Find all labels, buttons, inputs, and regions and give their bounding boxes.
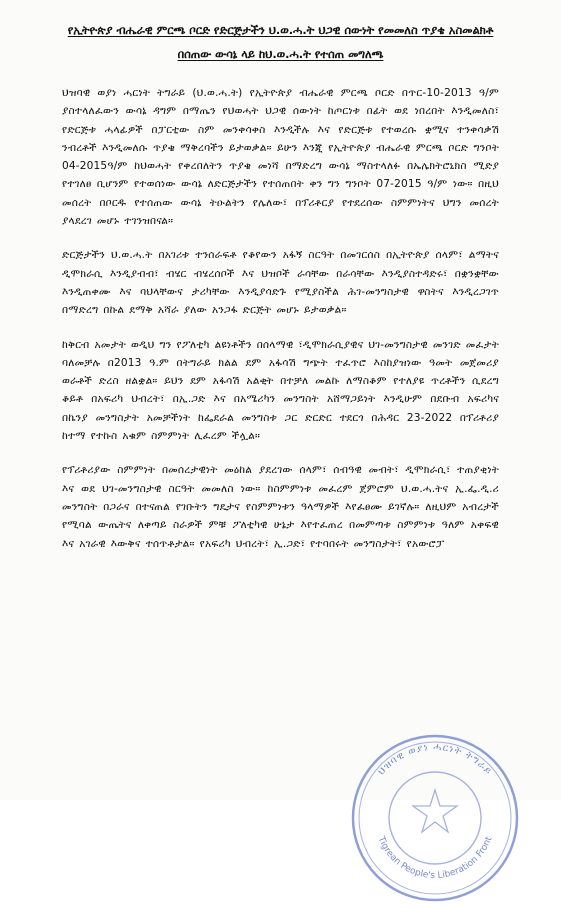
paragraph-3: ከቅርብ አመታት ወዲህ ግን የፖለቲካ ልዩነቶችን በሰላማዊ ፣ዲሞክራሲያዊና ህገ-መንግስታዊ መንገድ መፈታት ባለመቻሉ በ2013 ዓ.ም በትግራይ ክልል ደም አፋሳሽ ግጭት ተፈጥሮ እስከያዝነው ዓመት መጀመሪያ ወራቶች ድረስ ዘልቋል። ይህን ደም አፋሳሽ አልቂት በተቻለ መልኩ ለማስቆም የተለያዩ ጥረቶችን ሲደረግ ቆይቶ በአፍሪካ ህብረት፣ በኢ.ጋድ እና በአሜሪካን መንግስት አሸማጋይነት እንዲሁም በደቡብ አፍሪካና በኬንያ መንግስታት አመቻችነት ከፌደራል መንግስቱ ጋር ድርድር ተደርጎ በሕዳር 23-2022 በፕሪቶሪያ ከተማ የተኩስ አቁም ስምምነት ሊፈረም ችሏል። [62,338,499,443]
seal-star-icon [413,790,457,832]
svg-text:ህዝባዊ ወያነ ሓርነት ትግራይ [376,742,494,778]
seal-inner-text: Tigrean People's Liberation Front [375,835,495,882]
paragraph-4: የፕሪቶሪያው ስምምነት በመሰረታዊነት መዕከል ያደረገው ሰላም፣ ሰብዓዊ መብት፣ ዲሞክራሲ፣ ተጠያቂነት እና ወደ ህገ-መንግስታዊ ስርዓት መመለስ ነው። ከስምምነቱ መፈረም ጀምሮም ህ.ወ.ሓ.ትና ኢ.ፌ.ዲ.ሪ መንግስት በጋራና በተናጠል የገቡትን ግዴታና የስምምነቱን ዓላማዎች እየፈፀሙ ይገኛሉ። ለዚህም አብረታች የሚባል ውጤትና ለቀጣይ ስራዎች ምቹ ፖለቲካዊ ሁኔታ እየተፈጠረ በመምጣቱ ስምምነቱ ዓለም አቀፍዊ እና አገራዊ እውቅና ተሰጥቶታል። የአፍሪካ ህብረት፣ ኢ.ጋድ፣ የተባበሩት መንግስታት፣ የአውሮፓ [62,464,499,550]
seal-outer-text: ህዝባዊ ወያነ ሓርነት ትግራይ [375,741,495,778]
paragraph-2: ድርጅታችን ህ.ወ.ሓ.ት በአገሪቱ ተንሰራፍቶ የቆየውን አፋኝ ስርዓት በመገርሰስ በኢትዮጵያ ሰላም፣ ልማትና ዲሞክራሲ እንዲያብብ፣ ብሄር ብሄረሰቦች እና ህዝቦች ራሳቸው በራሳቸው እንዲያስተዳድሩ፣ በቋንቋቸው እንዲጠቀሙ እና ባህላቸውና ታሪካቸው እንዲያሳድጉ የሚያስችል ሕገ-መንግስታዊ ዋስትና እንዲረጋገጥ በማድረግ በኩል ደማቅ አሻራ ያለው አንጋፋ ድርጅት መሆኑ ይታወቃል። [62,249,499,317]
svg-text:Tigrean People's Liberation Fr [375,834,494,881]
paragraph-1: ህዝባዊ ወያነ ሓርነት ትግራይ (ህ.ወ.ሓ.ት) የኢትዮጵያ ብሔራዊ ምርጫ ቦርድ በጥር-10-2013 ዓ/ም ያስተላለፈውን ውሳኔ ዳግም በማጤን የህወሓት ህጋዊ ሰውነት ከጦርነቱ በፊት ወደ ነበረበት እንዲመለስ፣ የድርጅቱ ሓላፊዎች በፓርቲው ስም መንቀሳቀስ እንዲችሉ እና የድርጅቱ የተወረሱ ቋሚና ተንቀሳቃሽ ንብረቶች እንዲመለሱ ጥያቄ ማቅረባችን ይታወቃል። ይሁን እንጂ የኢትዮጵያ ብሔራዊ ምርጫ ቦርድ ግንቦት 04-2015ዓ/ም ከህወሓት የቀረበለትን ጥያቄ መነሻ በማድረግ ውሳኔ ማስተላለፉ በኤሌክትሮኒክስ ሚድያ የተገለፀ ቢሆንም የተወሰነው ውሳኔ ለድርጅታችን የተሰጠበት ቀን ግን ግንቦት 07-2015 ዓ/ም ነው። በዚህ መሰረት በቦርዱ የተሰጠው ውሳኔ ትዑልትን የሌለው፣ በፕሪቶርያ የተደረሰው ስምምነትና ህግን መሰረት ያላደረገ መሆኑ ተገንዝበናል። [62,87,499,228]
organization-seal-stamp [345,728,525,908]
document-title: የኢትዮጵያ ብሔራዊ ምርጫ ቦርድ የድርጅታችን ህ.ወ.ሓ.ት ህጋዊ ሰውነት የመመለስ ጥያቄ አስመልክቶ በሰጠው ውሳኔ ላይ ከህ.ወ.ሓ.ት የተሰጠ መግለጫ [67,23,494,61]
